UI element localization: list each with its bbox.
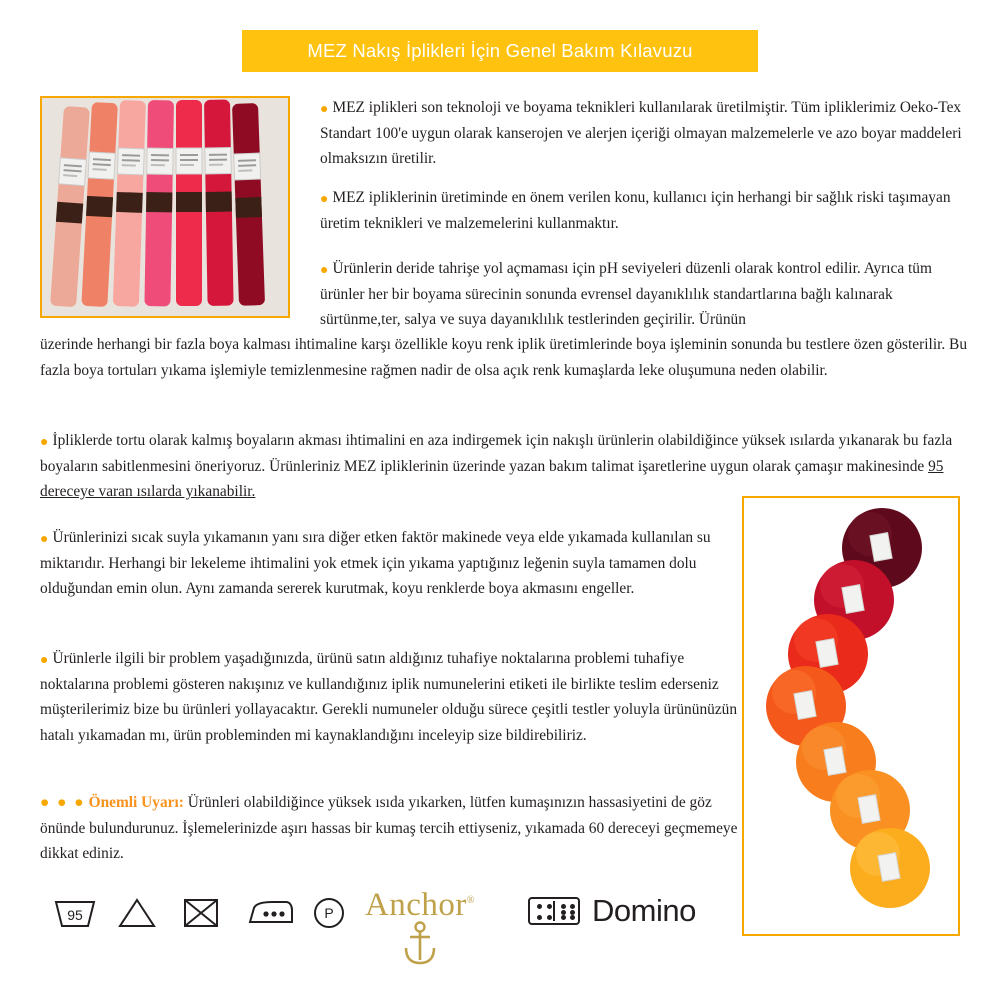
domino-logo-text: Domino (592, 893, 696, 928)
anchor-icon (345, 920, 495, 971)
domino-logo (528, 893, 696, 929)
warning-label: Önemli Uyarı: (88, 794, 184, 811)
paragraph-4-text: İpliklerde tortu olarak kalmış boyaların akması ihtimalini en aza indirgemek için nakışlı ürünlerin olabildiğince yüksek ısılarda yıkanarak bu fazla boyaların sabitlenmesini öneriyoruz. Ürünleriniz MEZ ipliklerinin üzerinde yazan bakım talimat işaretlerine uygun olarak çamaşır makinesinde (40, 432, 953, 475)
skeins-illustration (42, 98, 288, 316)
care-symbols-row (52, 892, 352, 932)
bullet-icon: ● (320, 261, 329, 278)
warning-bullets-icon: ● ● ● (40, 794, 86, 811)
image-balls (742, 496, 960, 936)
balls-illustration (744, 498, 958, 934)
paragraph-5-text: Ürünlerinizi sıcak suyla yıkamanın yanı sıra diğer etken faktör makinede veya elde yıkamada kullanılan su miktarıdır. Herhangi bir lekeleme ihtimalini yok etmek için yıkama yaptığınız leğenin suyla tamamen dolu olduğundan emin olun. Aynı zamanda sererek kurutmak, koyu renklerde boya akmasını engeller. (40, 529, 711, 597)
bullet-icon: ● (40, 530, 49, 547)
paragraph-2 (320, 185, 975, 236)
anchor-logo-text: Anchor (364, 887, 467, 923)
paragraph-6 (40, 646, 740, 748)
paragraph-2-text: MEZ ipliklerinin üretiminde en önem verilen konu, kullanıcı için herhangi bir sağlık riski taşımayan üretim teknikleri ve malzemelerini kullanmaktır. (320, 189, 951, 232)
warning-note (40, 790, 740, 867)
paragraph-6-text: Ürünlerle ilgili bir problem yaşadığınızda, ürünü satın aldığınız tuhafiye noktalarına problemi tuhafiye noktalarına problemi gösteren nakışınız ve kullandığınız iplik numunelerini etiketi ile birlikte teslim ederseniz müşterilerimiz bize bu ürünleri yollayacaktır. Gerekli numuneler olduğu sürece çeşitli testler yoluyla ürününüzün hatalı yıkamadan mı, ürün probleminden mi kaynaklandığını inceleyip size bildirebiliriz. (40, 650, 738, 744)
svg-text:P: P (324, 905, 334, 921)
bullet-icon: ● (40, 651, 49, 668)
page-title-bar (242, 30, 758, 72)
paragraph-3 (320, 256, 975, 333)
bullet-icon: ● (320, 190, 329, 207)
svg-text:95: 95 (67, 907, 83, 923)
anchor-logo (345, 884, 495, 971)
paragraph-5 (40, 525, 740, 602)
paragraph-4-underlined-text: 95 dereceye varan ısılarda yıkanabilir. (40, 457, 944, 500)
domino-tile-icon (528, 897, 580, 925)
paragraph-1-text: MEZ iplikleri son teknoloji ve boyama teknikleri kullanılarak üretilmiştir. Tüm ipliklerimiz Oeko-Tex Standart 100'e uygun olarak kanserojen ve alerjen içeriği olmayan malzemelerle ve azo boyar maddeleri olmaksızın üretilir. (320, 99, 962, 167)
iron-high-symbol (244, 892, 288, 932)
page-title: MEZ Nakış İplikleri İçin Genel Bakım Kılavuzu (307, 40, 693, 61)
warning-text: Ürünleri olabildiğince yüksek ısıda yıkarken, lütfen kumaşınızın hassasiyetini de göz önünde bulundurunuz. İşlemelerinizde aşırı hassas bir kumaş tercih ettiyseniz, yıkamada 60 dereceyi geçmemeye dikkat ediniz. (40, 794, 738, 862)
wash-95-symbol (52, 892, 96, 932)
bullet-icon: ● (320, 100, 329, 117)
paragraph-3-continued-text: üzerinde herhangi bir fazla boya kalması ihtimaline karşı özellikle koyu renk iplik üretimlerinde boya işleminin sonunda bu testlere özen gösterilir. Bu fazla boya tortuları yıkama işlemiyle temizlenmesine rağmen nadir de olsa açık renk kumaşlarda leke oluşumuna neden olabilir. (40, 336, 968, 379)
anchor-registered-mark: ® (466, 895, 476, 906)
paragraph-3-text: Ürünlerin deride tahrişe yol açmaması için pH seviyeleri düzenli olarak kontrol edilir. Ayrıca tüm ürünler her bir boyama sürecinin sonunda evrensel dayanıklılık standartlarına bağlı kalınarak sürtünme,ter, salya ve suya dayanıklılık testlerinden geçirilir. Ürünün (320, 260, 932, 328)
paragraph-4 (40, 428, 975, 505)
bullet-icon: ● (40, 433, 49, 450)
bleach-any-symbol (116, 892, 160, 932)
image-skeins (40, 96, 290, 318)
paragraph-3-continued (40, 332, 975, 383)
paragraph-1 (320, 95, 975, 172)
do-not-tumble-dry-symbol (180, 892, 224, 932)
